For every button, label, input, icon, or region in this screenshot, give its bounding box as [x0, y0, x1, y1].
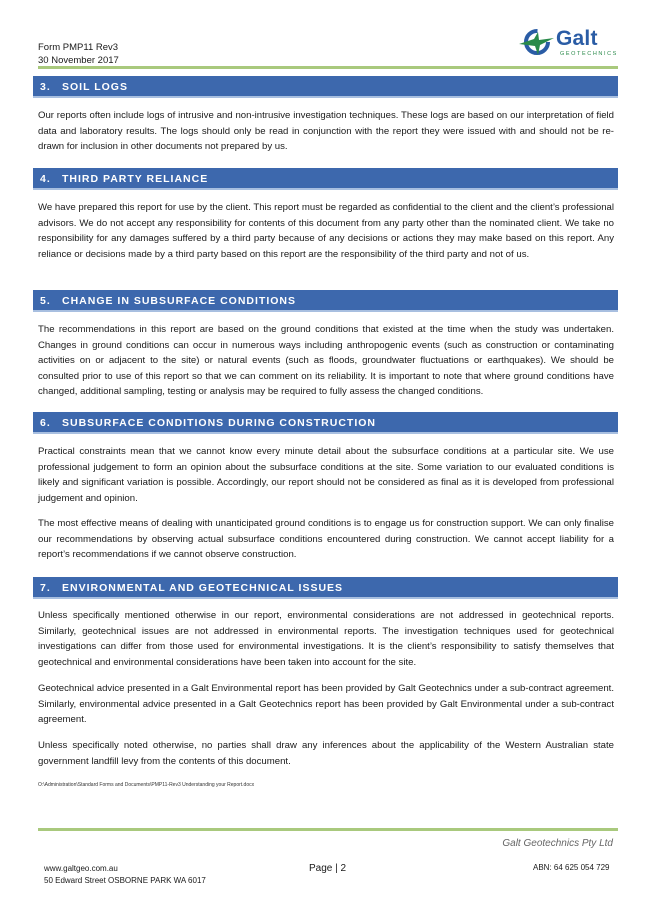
section-number: 4. [40, 173, 51, 185]
file-path: O:\Administration\Standard Forms and Documents\PMP11-Rev3 Understanding your Report.docx [38, 782, 255, 788]
logo-subtitle: GEOTECHNICS [560, 51, 618, 57]
footer-company: Galt Geotechnics Pty Ltd [502, 838, 613, 849]
section-3-paragraph-1: Our reports often include logs of intrusive and non-intrusive investigation techniques. These logs are based on our interpretation of field data and laboratory results. The logs should only be read in conjunction with the report they were issued with and should not be re-drawn for inclusion in other documents not prepared by us. [38, 110, 614, 153]
section-title: CHANGE IN SUBSURFACE CONDITIONS [62, 295, 297, 307]
section-4-heading [33, 168, 618, 190]
form-number: Form PMP11 Rev3 [38, 42, 119, 53]
section-4-paragraph-1: We have prepared this report for use by the client. This report must be regarded as confidential to the client and the client’s professional advisors. We do not accept any responsibility for contents of this document from any party other than the nominated client. We take no responsibility for any damages suffered by a third party because of any decisions or actions they may make based on this report. Any reliance or decisions made by a third party based on this report are the responsibility of the third party and not of us. [38, 202, 614, 260]
footer-abn: ABN: 64 625 054 729 [533, 863, 610, 872]
section-title: SUBSURFACE CONDITIONS DURING CONSTRUCTION [62, 417, 377, 429]
logo-wordmark: Galt [556, 27, 598, 50]
section-number: 3. [40, 81, 51, 93]
form-id [38, 41, 119, 67]
footer-website[interactable]: www.galtgeo.com.au [44, 864, 118, 873]
section-5-paragraph-1: The recommendations in this report are based on the ground conditions that existed at the time when the study was undertaken. Changes in ground conditions can occur in numerous ways including anthropogenic events (such as construction or contaminating activities on or adjacent to the site) or natural events (such as floods, groundwater fluctuations or earthquakes). We should be consulted prior to use of this report so that we can comment on its reliability. It is important to note that where ground conditions have changed, additional sampling, testing or analysis may be required to fully assess the changed conditions. [38, 324, 614, 398]
section-7-paragraph-2: Geotechnical advice presented in a Galt Environmental report has been provided by Galt Geotechnics under a sub-contract agreement. Similarly, environmental advice presented in a Galt Geotechnics report has been provided by Galt Environmental under a sub-contract agreement. [38, 683, 614, 726]
section-5-heading [33, 290, 618, 312]
section-title: SOIL LOGS [62, 81, 128, 93]
section-7-paragraph-1: Unless specifically mentioned otherwise in our report, environmental considerations are not addressed in geotechnical reports. Similarly, geotechnical issues are not addressed in environmental reports. The investigation techniques used for geotechnical investigations can differ from those used for environmental investigations. It is the client’s responsibility to satisfy themselves that geotechnical and environmental considerations have been taken into account for the site. [38, 610, 614, 668]
section-7-heading [33, 577, 618, 599]
section-3-heading [33, 76, 618, 98]
section-number: 5. [40, 295, 51, 307]
form-date: 30 November 2017 [38, 55, 119, 66]
section-title: THIRD PARTY RELIANCE [62, 173, 209, 185]
footer-contact [44, 863, 206, 887]
section-6-paragraph-1: Practical constraints mean that we cannot know every minute detail about the subsurface conditions at a particular site. We use professional judgement to form an opinion about the subsurface conditions at the site. Some variation to our evaluated conditions is likely and significant variation is possible. Accordingly, our report should not be considered as final as it is developed from professional judgement and opinion. [38, 446, 614, 504]
section-6-paragraph-2: The most effective means of dealing with unanticipated ground conditions is to engage us for construction support. We can only finalise our recommendations by observing actual subsurface conditions encountered during construction. We cannot accept liability for a report’s recommendations if we cannot observe construction. [38, 518, 614, 561]
section-title: ENVIRONMENTAL AND GEOTECHNICAL ISSUES [62, 582, 344, 594]
logo-mark-icon [516, 22, 558, 62]
section-7-paragraph-3: Unless specifically noted otherwise, no parties shall draw any inferences about the applicability of the Western Australian state government landfill levy from the contents of this document. [38, 740, 614, 767]
section-number: 6. [40, 417, 51, 429]
section-number: 7. [40, 582, 51, 594]
bottom-divider [38, 828, 618, 831]
section-6-heading [33, 412, 618, 434]
company-logo [516, 22, 616, 62]
page-number: Page | 2 [309, 863, 347, 874]
footer-address: 50 Edward Street OSBORNE PARK WA 6017 [44, 876, 206, 885]
top-divider [38, 66, 618, 69]
